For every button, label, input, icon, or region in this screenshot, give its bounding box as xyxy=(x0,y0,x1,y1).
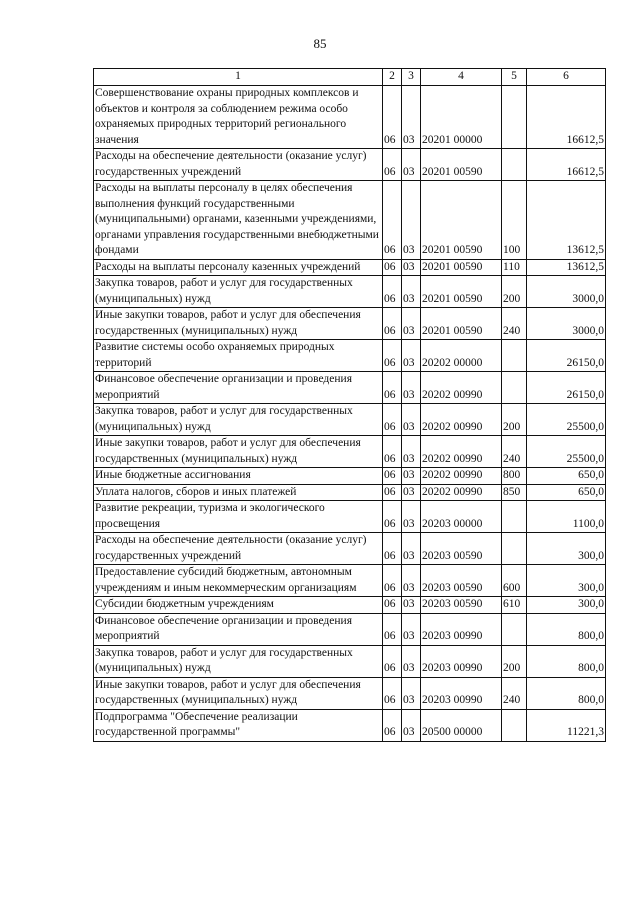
row-section-cell: 06 xyxy=(383,404,402,436)
row-target-code-cell: 20500 00000 xyxy=(421,709,502,741)
row-section-cell: 06 xyxy=(383,597,402,614)
row-subsection-cell: 03 xyxy=(402,501,421,533)
row-subsection-cell: 03 xyxy=(402,565,421,597)
row-expense-type-cell: 200 xyxy=(502,404,527,436)
row-subsection-cell: 03 xyxy=(402,404,421,436)
row-expense-type-cell: 240 xyxy=(502,308,527,340)
row-section-cell: 06 xyxy=(383,372,402,404)
row-target-code-cell: 20203 00000 xyxy=(421,501,502,533)
table-row xyxy=(94,404,606,436)
row-target-code-cell: 20203 00590 xyxy=(421,565,502,597)
table-row xyxy=(94,468,606,485)
row-name-cell: Развитие рекреации, туризма и экологического просвещения xyxy=(94,501,383,533)
table-row xyxy=(94,181,606,260)
row-name-cell: Подпрограмма "Обеспечение реализации государственной программы" xyxy=(94,709,383,741)
row-section-cell: 06 xyxy=(383,86,402,149)
row-section-cell: 06 xyxy=(383,709,402,741)
row-name-cell: Иные закупки товаров, работ и услуг для обеспечения государственных (муниципальных) нужд xyxy=(94,677,383,709)
table-header-row xyxy=(94,69,606,86)
row-name-cell: Финансовое обеспечение организации и проведения мероприятий xyxy=(94,372,383,404)
row-section-cell: 06 xyxy=(383,181,402,260)
row-subsection-cell: 03 xyxy=(402,276,421,308)
row-expense-type-cell xyxy=(502,372,527,404)
row-subsection-cell: 03 xyxy=(402,484,421,501)
row-amount-cell: 300,0 xyxy=(527,565,606,597)
row-subsection-cell: 03 xyxy=(402,259,421,276)
row-name-cell: Развитие системы особо охраняемых природных территорий xyxy=(94,340,383,372)
row-subsection-cell: 03 xyxy=(402,597,421,614)
table-row xyxy=(94,436,606,468)
row-name-cell: Иные бюджетные ассигнования xyxy=(94,468,383,485)
row-amount-cell: 16612,5 xyxy=(527,86,606,149)
row-expense-type-cell: 200 xyxy=(502,645,527,677)
row-expense-type-cell: 240 xyxy=(502,436,527,468)
row-expense-type-cell xyxy=(502,613,527,645)
row-section-cell: 06 xyxy=(383,468,402,485)
row-subsection-cell: 03 xyxy=(402,340,421,372)
row-name-cell: Закупка товаров, работ и услуг для государственных (муниципальных) нужд xyxy=(94,404,383,436)
row-name-cell: Расходы на обеспечение деятельности (оказание услуг) государственных учреждений xyxy=(94,149,383,181)
table-row xyxy=(94,501,606,533)
row-name-cell: Уплата налогов, сборов и иных платежей xyxy=(94,484,383,501)
table-row xyxy=(94,276,606,308)
row-section-cell: 06 xyxy=(383,533,402,565)
row-amount-cell: 800,0 xyxy=(527,677,606,709)
row-name-cell: Закупка товаров, работ и услуг для государственных (муниципальных) нужд xyxy=(94,645,383,677)
row-target-code-cell: 20203 00990 xyxy=(421,613,502,645)
row-amount-cell: 3000,0 xyxy=(527,276,606,308)
row-expense-type-cell: 200 xyxy=(502,276,527,308)
row-name-cell: Расходы на выплаты персоналу в целях обеспечения выполнения функций государственными (муниципальными) органами, казенными учреждениями, органами управления государственными внебюджетными фондами xyxy=(94,181,383,260)
row-section-cell: 06 xyxy=(383,149,402,181)
row-subsection-cell: 03 xyxy=(402,468,421,485)
column-header-name: 1 xyxy=(94,69,383,86)
row-subsection-cell: 03 xyxy=(402,181,421,260)
row-name-cell: Расходы на выплаты персоналу казенных учреждений xyxy=(94,259,383,276)
row-subsection-cell: 03 xyxy=(402,677,421,709)
row-target-code-cell: 20203 00990 xyxy=(421,677,502,709)
row-expense-type-cell xyxy=(502,709,527,741)
row-section-cell: 06 xyxy=(383,501,402,533)
row-section-cell: 06 xyxy=(383,308,402,340)
row-amount-cell: 26150,0 xyxy=(527,372,606,404)
row-name-cell: Совершенствование охраны природных комплексов и объектов и контроля за соблюдением режима особо охраняемых природных территорий регионального значения xyxy=(94,86,383,149)
row-section-cell: 06 xyxy=(383,677,402,709)
row-target-code-cell: 20203 00590 xyxy=(421,533,502,565)
row-amount-cell: 16612,5 xyxy=(527,149,606,181)
table-row xyxy=(94,484,606,501)
row-amount-cell: 650,0 xyxy=(527,484,606,501)
row-amount-cell: 300,0 xyxy=(527,533,606,565)
row-target-code-cell: 20201 00000 xyxy=(421,86,502,149)
row-subsection-cell: 03 xyxy=(402,436,421,468)
table-row xyxy=(94,613,606,645)
row-section-cell: 06 xyxy=(383,276,402,308)
row-target-code-cell: 20201 00590 xyxy=(421,276,502,308)
row-target-code-cell: 20202 00990 xyxy=(421,404,502,436)
row-amount-cell: 800,0 xyxy=(527,613,606,645)
row-expense-type-cell: 600 xyxy=(502,565,527,597)
row-section-cell: 06 xyxy=(383,565,402,597)
row-expense-type-cell xyxy=(502,86,527,149)
column-header-expense-type: 5 xyxy=(502,69,527,86)
row-subsection-cell: 03 xyxy=(402,308,421,340)
row-expense-type-cell: 610 xyxy=(502,597,527,614)
table-row xyxy=(94,597,606,614)
row-expense-type-cell xyxy=(502,533,527,565)
table-row xyxy=(94,308,606,340)
column-header-section: 2 xyxy=(383,69,402,86)
row-amount-cell: 25500,0 xyxy=(527,404,606,436)
row-name-cell: Иные закупки товаров, работ и услуг для обеспечения государственных (муниципальных) нужд xyxy=(94,308,383,340)
row-amount-cell: 1100,0 xyxy=(527,501,606,533)
row-expense-type-cell: 800 xyxy=(502,468,527,485)
row-subsection-cell: 03 xyxy=(402,645,421,677)
row-name-cell: Закупка товаров, работ и услуг для государственных (муниципальных) нужд xyxy=(94,276,383,308)
row-amount-cell: 3000,0 xyxy=(527,308,606,340)
row-subsection-cell: 03 xyxy=(402,372,421,404)
row-target-code-cell: 20202 00990 xyxy=(421,436,502,468)
table-row xyxy=(94,677,606,709)
budget-table xyxy=(93,68,606,742)
row-target-code-cell: 20201 00590 xyxy=(421,308,502,340)
row-amount-cell: 11221,3 xyxy=(527,709,606,741)
row-name-cell: Предоставление субсидий бюджетным, автономным учреждениям и иным некоммерческим организациям xyxy=(94,565,383,597)
row-target-code-cell: 20202 00990 xyxy=(421,484,502,501)
table-row xyxy=(94,533,606,565)
row-section-cell: 06 xyxy=(383,436,402,468)
row-subsection-cell: 03 xyxy=(402,709,421,741)
column-header-target-code: 4 xyxy=(421,69,502,86)
row-target-code-cell: 20202 00990 xyxy=(421,468,502,485)
table-row xyxy=(94,340,606,372)
table-row xyxy=(94,149,606,181)
row-name-cell: Иные закупки товаров, работ и услуг для обеспечения государственных (муниципальных) нужд xyxy=(94,436,383,468)
row-amount-cell: 800,0 xyxy=(527,645,606,677)
row-target-code-cell: 20203 00990 xyxy=(421,645,502,677)
row-expense-type-cell: 240 xyxy=(502,677,527,709)
row-target-code-cell: 20201 00590 xyxy=(421,259,502,276)
row-subsection-cell: 03 xyxy=(402,533,421,565)
row-amount-cell: 26150,0 xyxy=(527,340,606,372)
row-amount-cell: 650,0 xyxy=(527,468,606,485)
table-row xyxy=(94,645,606,677)
row-section-cell: 06 xyxy=(383,340,402,372)
row-subsection-cell: 03 xyxy=(402,149,421,181)
row-name-cell: Субсидии бюджетным учреждениям xyxy=(94,597,383,614)
row-section-cell: 06 xyxy=(383,484,402,501)
row-name-cell: Расходы на обеспечение деятельности (оказание услуг) государственных учреждений xyxy=(94,533,383,565)
row-section-cell: 06 xyxy=(383,613,402,645)
row-target-code-cell: 20202 00990 xyxy=(421,372,502,404)
row-subsection-cell: 03 xyxy=(402,613,421,645)
row-target-code-cell: 20201 00590 xyxy=(421,149,502,181)
row-amount-cell: 300,0 xyxy=(527,597,606,614)
row-amount-cell: 25500,0 xyxy=(527,436,606,468)
column-header-amount: 6 xyxy=(527,69,606,86)
table-row xyxy=(94,372,606,404)
row-expense-type-cell xyxy=(502,149,527,181)
row-expense-type-cell: 100 xyxy=(502,181,527,260)
row-expense-type-cell xyxy=(502,340,527,372)
row-name-cell: Финансовое обеспечение организации и проведения мероприятий xyxy=(94,613,383,645)
row-expense-type-cell: 110 xyxy=(502,259,527,276)
table-row xyxy=(94,86,606,149)
table-row xyxy=(94,709,606,741)
row-target-code-cell: 20201 00590 xyxy=(421,181,502,260)
row-amount-cell: 13612,5 xyxy=(527,181,606,260)
row-section-cell: 06 xyxy=(383,645,402,677)
page-number: 85 xyxy=(313,36,327,51)
row-target-code-cell: 20203 00590 xyxy=(421,597,502,614)
row-amount-cell: 13612,5 xyxy=(527,259,606,276)
column-header-subsection: 3 xyxy=(402,69,421,86)
row-expense-type-cell: 850 xyxy=(502,484,527,501)
row-target-code-cell: 20202 00000 xyxy=(421,340,502,372)
row-subsection-cell: 03 xyxy=(402,86,421,149)
row-section-cell: 06 xyxy=(383,259,402,276)
table-row xyxy=(94,565,606,597)
row-expense-type-cell xyxy=(502,501,527,533)
table-row xyxy=(94,259,606,276)
